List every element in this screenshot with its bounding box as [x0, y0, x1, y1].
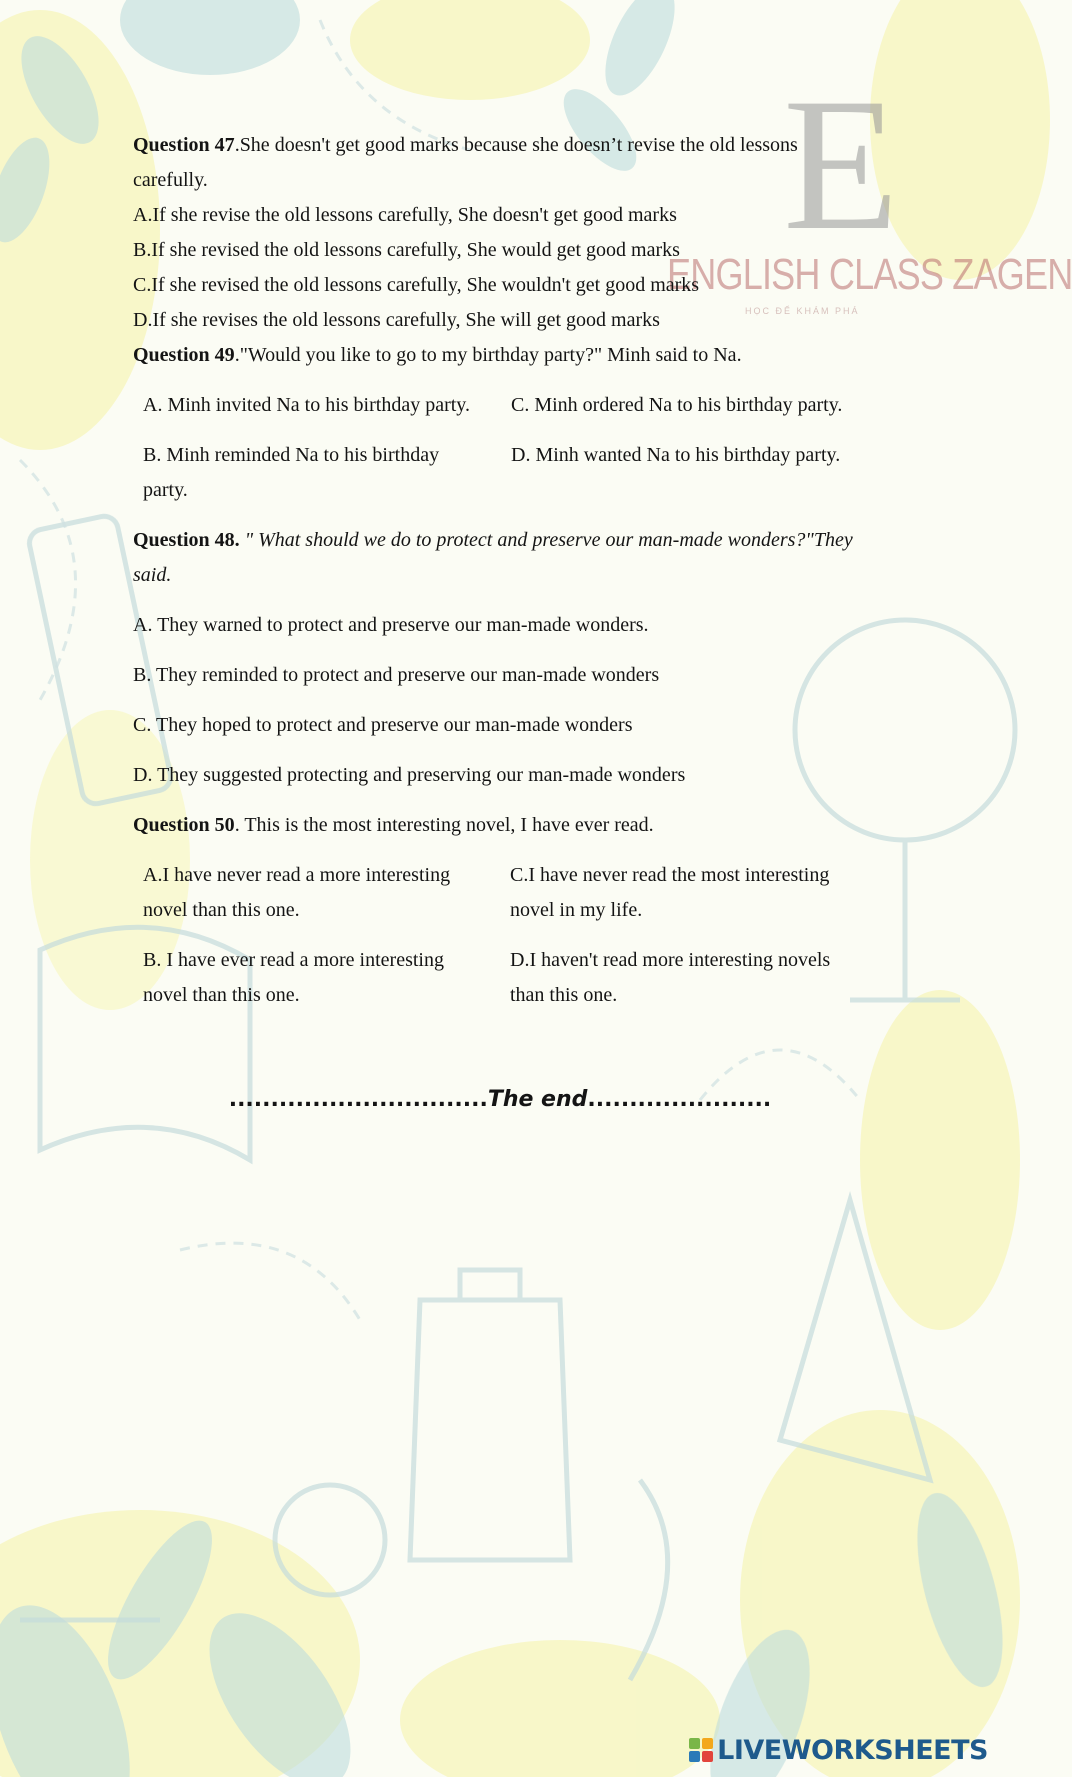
answer-option[interactable]: A. Minh invited Na to his birthday party. [143, 394, 470, 416]
answer-option-cont[interactable]: than this one. [510, 984, 618, 1006]
answer-option[interactable]: D. They suggested protecting and preserving our man-made wonders [133, 764, 686, 786]
answer-option[interactable]: B. They reminded to protect and preserve our man-made wonders [133, 664, 660, 686]
brand-name: LIVEWORKSHEETS [717, 1734, 988, 1766]
watermark-name: ENGLISH CLASS ZAGEN [667, 250, 1072, 299]
answer-option-cont[interactable]: party. [143, 479, 188, 501]
answer-option[interactable]: A.If she revise the old lessons carefully, She doesn't get good marks [133, 204, 677, 226]
answer-option[interactable]: B.If she revised the old lessons carefully, She would get good marks [133, 239, 680, 261]
answer-option[interactable]: D.I haven't read more interesting novels [510, 949, 831, 971]
question-label: Question 49 [133, 344, 235, 366]
question-49-stem: Question 49."Would you like to go to my birthday party?" Minh said to Na. [133, 344, 742, 366]
liveworksheets-logo[interactable] [689, 1733, 988, 1767]
answer-option[interactable]: D. Minh wanted Na to his birthday party. [511, 444, 841, 466]
watermark-letter: E [783, 60, 900, 270]
end-marker: ...............................The end...................... [228, 1087, 772, 1112]
answer-option[interactable]: A. They warned to protect and preserve our man-made wonders. [133, 614, 649, 636]
question-47-stem-cont: carefully. [133, 169, 208, 191]
answer-option[interactable]: B. Minh reminded Na to his birthday [143, 444, 440, 466]
question-label: Question 48. [133, 529, 240, 551]
question-label: Question 47 [133, 134, 235, 156]
answer-option-cont[interactable]: novel in my life. [510, 899, 643, 921]
question-label: Question 50 [133, 814, 235, 836]
question-50-stem: Question 50. This is the most interesting novel, I have ever read. [133, 814, 654, 836]
answer-option[interactable]: C. Minh ordered Na to his birthday party. [511, 394, 843, 416]
watermark-tagline: HỌC ĐỂ KHÁM PHÁ [745, 306, 860, 316]
answer-option[interactable]: A.I have never read a more interesting [143, 864, 451, 886]
question-48-stem-cont: said. [133, 564, 172, 586]
question-48-stem: Question 48. " What should we do to protect and preserve our man-made wonders?"They [133, 529, 853, 551]
answer-option[interactable]: D.If she revises the old lessons carefully, She will get good marks [133, 309, 660, 331]
answer-option[interactable]: C.If she revised the old lessons carefully, She wouldn't get good marks [133, 274, 700, 296]
liveworksheets-icon [689, 1738, 713, 1762]
answer-option[interactable]: B. I have ever read a more interesting [143, 949, 444, 971]
answer-option-cont[interactable]: novel than this one. [143, 984, 300, 1006]
answer-option[interactable]: C. They hoped to protect and preserve our man-made wonders [133, 714, 633, 736]
answer-option-cont[interactable]: novel than this one. [143, 899, 300, 921]
answer-option[interactable]: C.I have never read the most interesting [510, 864, 830, 886]
question-47-stem: Question 47.She doesn't get good marks because she doesn’t revise the old lessons [133, 134, 798, 156]
